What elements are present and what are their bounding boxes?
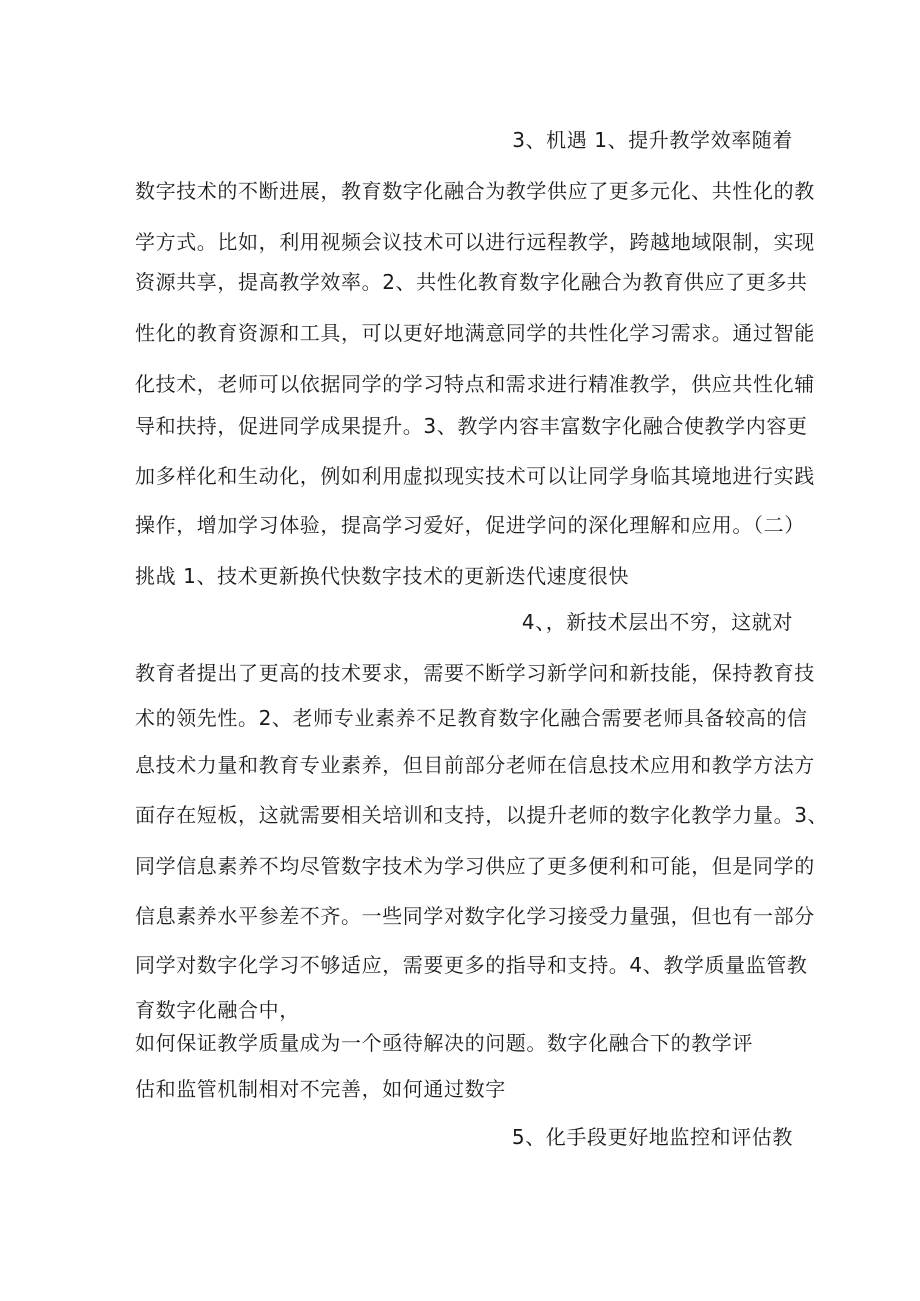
text-line: 面存在短板，这就需要相关培训和支持，以提升老师的数字化教学力量。3、: [135, 803, 829, 827]
text-line: 如何保证教学质量成为一个亟待解决的问题。数字化融合下的教学评: [135, 1031, 753, 1055]
text-line: 3、机遇 1、提升教学效率随着: [512, 128, 793, 152]
text-line: 挑战 1、技术更新换代快数字技术的更新迭代速度很快: [135, 564, 630, 588]
text-line: 估和监管机制相对不完善，如何通过数字: [135, 1077, 506, 1101]
text-line: 加多样化和生动化，例如利用虚拟现实技术可以让同学身临其境地进行实践: [135, 464, 815, 488]
text-line: 5、化手段更好地监控和评估教: [511, 1125, 793, 1149]
text-line: 操作，增加学习体验，提高学习爱好，促进学问的深化理解和应用。（二）: [135, 513, 805, 537]
text-line: 化技术，老师可以依据同学的学习特点和需求进行精准教学，供应共性化辅: [135, 372, 815, 396]
text-line: 资源共享，提高教学效率。2、共性化教育数字化融合为教育供应了更多共: [135, 270, 808, 294]
text-line: 教育者提出了更高的技术要求，需要不断学习新学问和新技能，保持教育技: [135, 661, 815, 685]
text-line: 同学对数字化学习不够适应，需要更多的指导和支持。4、教学质量监管教: [135, 953, 808, 977]
text-line: 学方式。比如，利用视频会议技术可以进行远程教学，跨越地域限制，实现: [135, 230, 815, 254]
text-line: 息技术力量和教育专业素养，但目前部分老师在信息技术应用和教学方法方: [135, 753, 815, 777]
text-line: 信息素养水平参差不齐。一些同学对数字化学习接受力量强，但也有一部分: [135, 904, 815, 928]
text-line: 导和扶持，促进同学成果提升。3、教学内容丰富数字化融合使教学内容更: [135, 414, 808, 438]
text-line: 性化的教育资源和工具，可以更好地满意同学的共性化学习需求。通过智能: [135, 321, 815, 345]
text-line: 育数字化融合中，: [135, 998, 300, 1022]
text-line: 术的领先性。2、老师专业素养不足教育数字化融合需要老师具备较高的信: [135, 706, 808, 730]
text-line: 同学信息素养不均尽管数字技术为学习供应了更多便利和可能，但是同学的: [135, 854, 815, 878]
text-line: 数字技术的不断进展，教育数字化融合为教学供应了更多元化、共性化的教: [135, 179, 815, 203]
text-line: 4、，新技术层出不穷，这就对: [521, 610, 793, 634]
